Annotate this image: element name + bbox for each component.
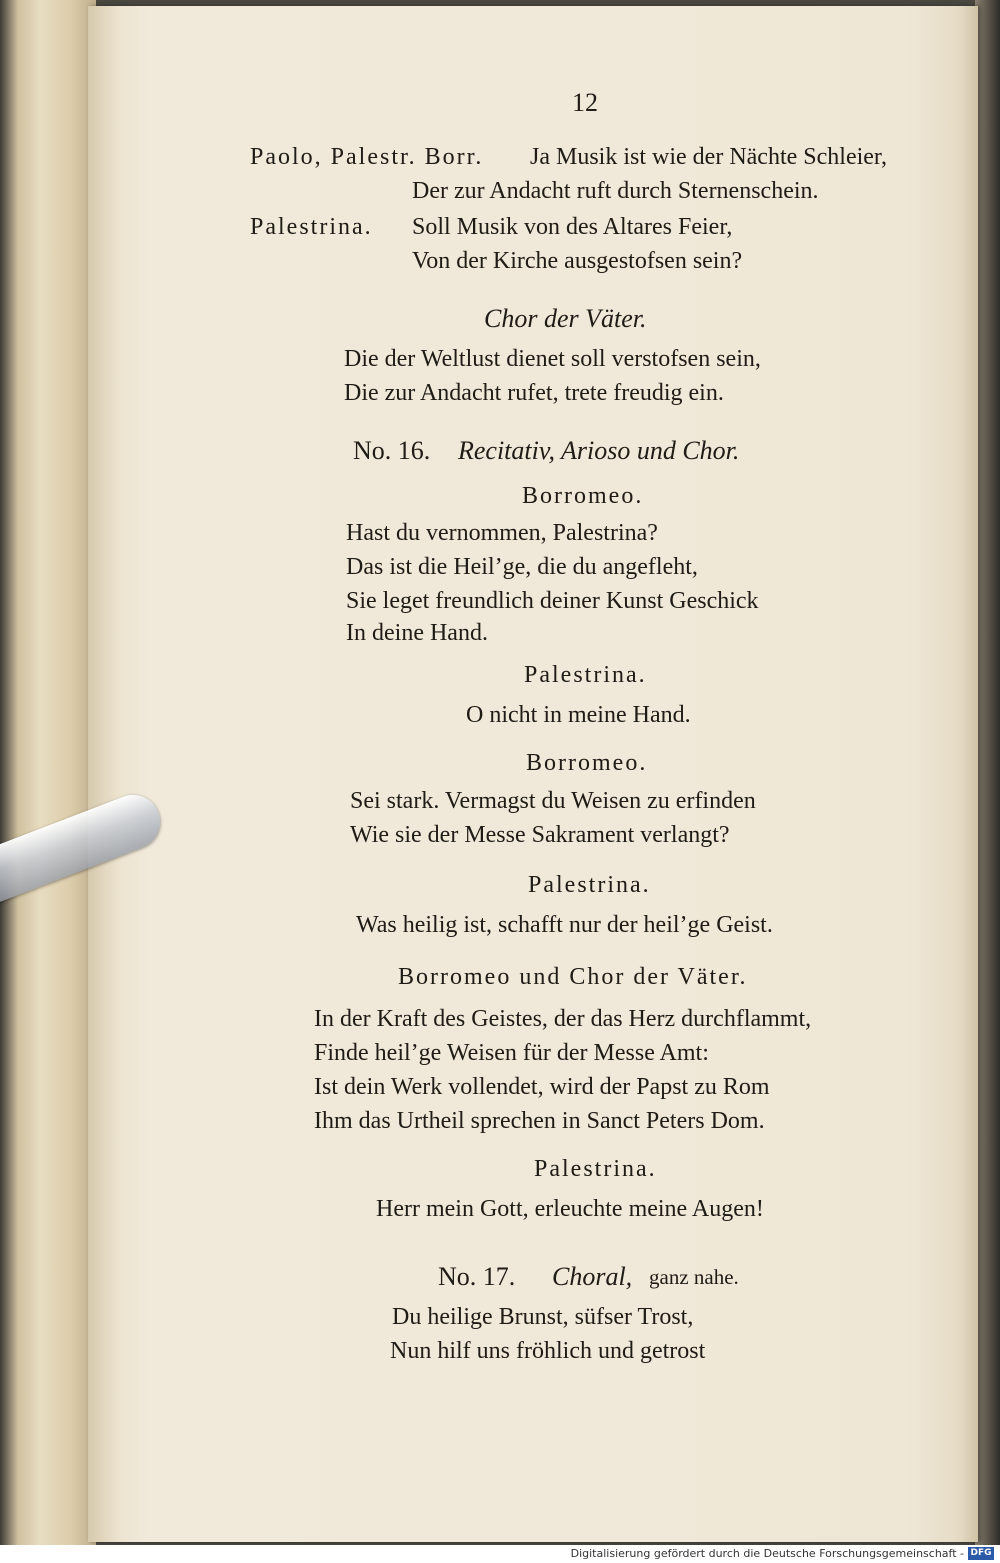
section-title-17: Choral, [552,1262,633,1291]
speaker-borromeo: Borromeo. [522,483,644,509]
speaker-borromeo: Borromeo. [526,750,648,776]
section-title-16: Recitativ, Arioso und Chor. [458,436,740,465]
book-right-edge [975,0,1000,1545]
footer-credit-text: Digitalisierung gefördert durch die Deutsche Forschungsgemeinschaft - [570,1547,964,1560]
text-line: Sie leget freundlich deiner Kunst Geschick [346,588,759,614]
text-line: Hast du vernommen, Palestrina? [346,520,658,546]
text-line: In deine Hand. [346,620,488,646]
speaker-palestrina: Palestrina. [250,214,373,240]
text-line: Finde heil’ge Weisen für der Messe Amt: [314,1040,709,1066]
text-line: Wie sie der Messe Sakrament verlangt? [350,822,730,848]
number-label-16: No. 16. [353,436,431,465]
text-line: Ja Musik ist wie der Nächte Schleier, [530,144,887,170]
book-left-edge [0,0,96,1545]
speaker-palestrina: Palestrina. [524,662,647,688]
text-line: Sei stark. Vermagst du Weisen zu erfinden [350,788,756,814]
heading-chor-der-vaeter: Chor der Väter. [484,304,647,333]
text-line: In der Kraft des Geistes, der das Herz durchflammt, [314,1006,812,1032]
text-line: Der zur Andacht ruft durch Sternenschein. [412,178,819,204]
text-line: Herr mein Gott, erleuchte meine Augen! [376,1196,764,1222]
text-line: Die zur Andacht rufet, trete freudig ein. [344,380,724,406]
text-line: Ist dein Werk vollendet, wird der Papst zu Rom [314,1074,770,1100]
speaker-palestrina: Palestrina. [528,872,651,898]
text-line: Nun hilf uns fröhlich und getrost [390,1338,706,1364]
speaker-palestrina: Palestrina. [534,1156,657,1182]
text-line: Die der Weltlust dienet soll verstofsen sein, [344,346,761,372]
text-line: Soll Musik von des Altares Feier, [412,214,733,240]
text-line: Du heilige Brunst, süfser Trost, [392,1304,694,1330]
speaker-borromeo-und-chor: Borromeo und Chor der Väter. [398,964,748,990]
dfg-logo: DFG [968,1547,994,1560]
text-line: Ihm das Urtheil sprechen in Sanct Peters Dom. [314,1108,765,1134]
page-number: 12 [572,88,598,117]
text-line: Was heilig ist, schafft nur der heil’ge Geist. [356,912,773,938]
stage-direction: ganz nahe. [649,1265,739,1289]
text-line: Von der Kirche ausgestofsen sein? [412,248,743,274]
text-line: Das ist die Heil’ge, die du angefleht, [346,554,698,580]
text-line: O nicht in meine Hand. [466,702,691,728]
number-label-17: No. 17. [438,1262,516,1291]
speaker-paolo-palestr-borr: Paolo, Palestr. Borr. [250,144,484,170]
